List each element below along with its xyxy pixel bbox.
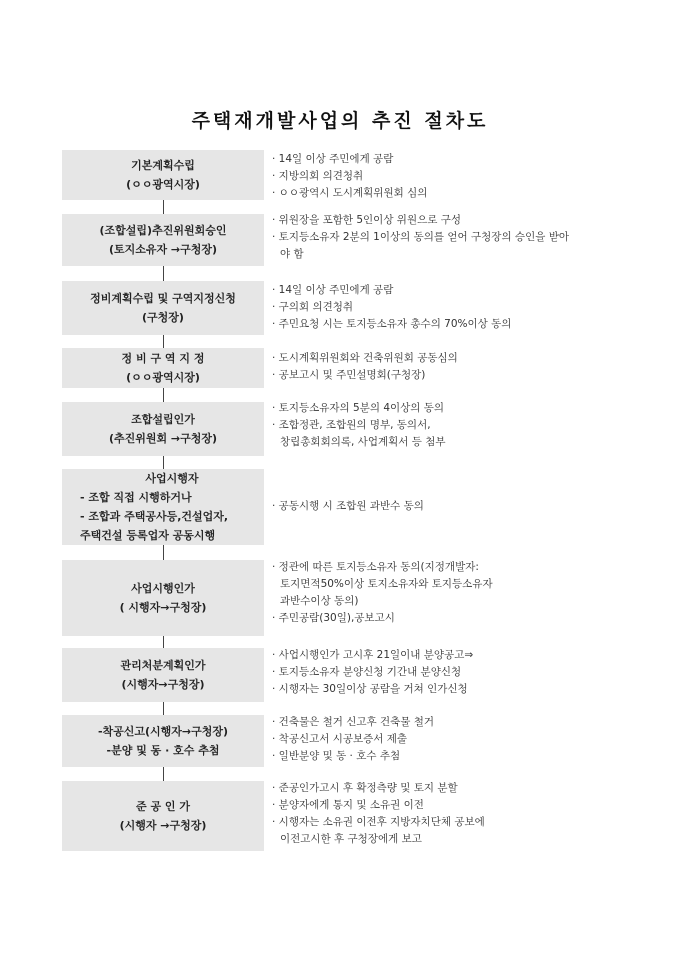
step-note: · 위원장을 포함한 5인이상 위원으로 구성	[272, 214, 461, 226]
step-notes	[272, 282, 632, 333]
step-box-line: (ㅇㅇ광역시장)	[126, 178, 200, 191]
step-box-line: 정 비 구 역 지 정	[121, 352, 205, 365]
step-note: · 14일 이상 주민에게 공람	[272, 153, 394, 165]
step-note: · 구의회 의견청취	[272, 301, 354, 313]
flow-connector-line	[163, 335, 164, 348]
step-note: · 공동시행 시 조합원 과반수 동의	[272, 500, 424, 512]
step-notes	[272, 647, 632, 698]
flow-connector-line	[163, 767, 164, 781]
step-notes	[272, 212, 632, 263]
step-note: 야 함	[280, 248, 304, 260]
step-note: · 사업시행인가 고시후 21일이내 분양공고⇒	[272, 649, 474, 661]
step-note: · ㅇㅇ광역시 도시계획위원회 심의	[272, 187, 428, 199]
step-note: · 건축물은 철거 신고후 건축물 철거	[272, 716, 435, 728]
step-notes	[272, 350, 632, 384]
flow-connector-line	[163, 388, 164, 402]
step-note: · 일반분양 및 동 · 호수 추첨	[272, 750, 401, 762]
flow-connector-line	[163, 636, 164, 648]
step-box-line: (조합설립)추진위원회승인	[99, 224, 227, 237]
step-box-line: -착공신고(시행자→구청장)	[97, 725, 229, 738]
step-note: · 시행자는 소유권 이전후 지방자치단체 공보에	[272, 816, 485, 828]
step-notes	[272, 400, 632, 451]
step-notes	[272, 498, 632, 515]
step-box-line: 관리처분계획인가	[120, 659, 206, 672]
step-box-line: (ㅇㅇ광역시장)	[126, 371, 200, 384]
step-box-line: - 조합 직접 시행하거나	[80, 491, 192, 504]
step-note: · 14일 이상 주민에게 공람	[272, 284, 394, 296]
step-note: · 공보고시 및 주민설명회(구청장)	[272, 369, 426, 381]
step-box-line: ( 시행자→구청장)	[119, 601, 207, 614]
page-title: 주택재개발사업의 추진 절차도	[191, 110, 489, 132]
step-notes	[272, 780, 632, 848]
flow-connector-line	[163, 200, 164, 214]
step-box	[62, 150, 264, 200]
step-box-line: (시행자→구청장)	[121, 678, 205, 691]
step-note: 창립총회회의록, 사업계획서 등 첨부	[280, 436, 446, 448]
step-box	[62, 560, 264, 636]
flow-connector-line	[163, 545, 164, 560]
step-note: · 지방의회 의견청취	[272, 170, 364, 182]
step-box-line: 주택건설 등록업자 공동시행	[80, 529, 216, 542]
flow-connector-line	[163, 266, 164, 281]
step-note: · 시행자는 30일이상 공람을 거쳐 인가신청	[272, 683, 468, 695]
step-notes	[272, 151, 632, 202]
step-note: · 정관에 따른 토지등소유자 동의(지정개발자:	[272, 561, 479, 573]
step-note: · 착공신고서 시공보증서 제출	[272, 733, 408, 745]
step-box	[62, 469, 264, 545]
flow-connector-line	[163, 702, 164, 715]
step-note: 과반수이상 동의)	[280, 595, 359, 607]
step-box-line: -분양 및 동 · 호수 추첨	[106, 744, 220, 757]
step-notes	[272, 559, 632, 627]
step-note: · 주민요청 시는 토지등소유자 총수의 70%이상 동의	[272, 318, 512, 330]
step-box-line: (구청장)	[142, 311, 184, 324]
step-note: · 토지등소유자의 5분의 4이상의 동의	[272, 402, 445, 414]
step-note: 토지면적50%이상 토지소유자와 토지등소유자	[280, 578, 493, 590]
step-box-line: 사업시행자	[145, 472, 199, 485]
step-note: · 도시계획위원회와 건축위원회 공동심의	[272, 352, 458, 364]
step-box-line: 조합설립인가	[131, 413, 195, 426]
step-note: · 조합정관, 조합원의 명부, 동의서,	[272, 419, 431, 431]
step-box-line: 사업시행인가	[131, 582, 195, 595]
step-box-line: - 조합과 주택공사등,건설업자,	[80, 510, 229, 523]
step-box	[62, 214, 264, 266]
step-note: · 분양자에게 통지 및 소유권 이전	[272, 799, 424, 811]
step-note: · 준공인가고시 후 확정측량 및 토지 분할	[272, 782, 458, 794]
step-box-line: (추진위원회 →구청장)	[108, 432, 218, 445]
step-box	[62, 781, 264, 851]
step-note: · 주민공람(30일),공보고시	[272, 612, 395, 624]
step-box-line: (시행자 →구청장)	[119, 819, 207, 832]
step-box	[62, 348, 264, 388]
step-note: 이전고시한 후 구청장에게 보고	[280, 833, 422, 845]
step-box-line: 준 공 인 가	[136, 800, 190, 813]
step-box-line: 정비계획수립 및 구역지정신청	[90, 292, 236, 305]
step-box-line: (토지소유자 →구청장)	[108, 243, 218, 256]
step-note: · 토지등소유자 2분의 1이상의 동의를 얻어 구청장의 승인을 받아	[272, 231, 569, 243]
step-box	[62, 402, 264, 456]
step-note: · 토지등소유자 분양신청 기간내 분양신청	[272, 666, 462, 678]
step-box	[62, 648, 264, 702]
step-notes	[272, 714, 632, 765]
step-box	[62, 281, 264, 335]
step-box	[62, 715, 264, 767]
flow-connector-line	[163, 456, 164, 469]
step-box-line: 기본계획수립	[131, 159, 195, 172]
